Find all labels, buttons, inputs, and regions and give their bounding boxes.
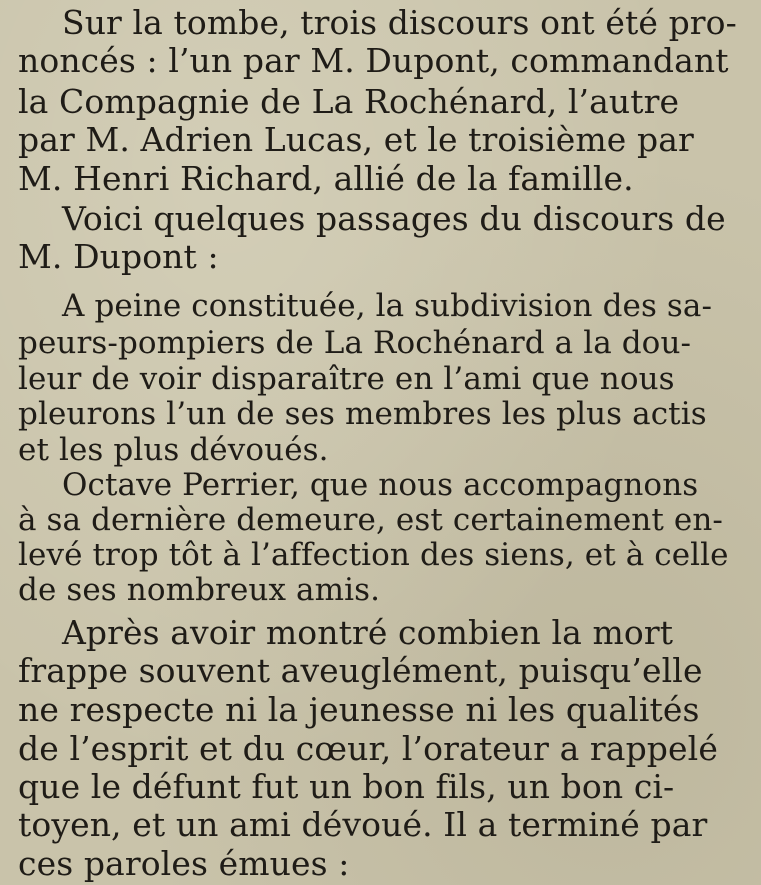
quote-line: pleurons l’un de ses membres les plus actis (18, 396, 707, 432)
article-line: Après avoir montré combien la mort (62, 613, 674, 652)
quote-line: et les plus dévoués. (18, 432, 329, 468)
article-line: ces paroles émues : (18, 844, 350, 883)
article-line: ne respecte ni la jeunesse ni les qualités (18, 690, 700, 729)
article-line: la Compagnie de La Rochénard, l’autre (18, 82, 680, 121)
article-line: de l’esprit et du cœur, l’orateur a rappelé (18, 729, 718, 768)
quote-line: peurs-pompiers de La Rochénard a la dou- (18, 325, 692, 361)
quote-line: levé trop tôt à l’affection des siens, et à celle (18, 537, 729, 573)
article-line: M. Dupont : (18, 237, 219, 276)
article-line: par M. Adrien Lucas, et le troisième par (18, 120, 694, 159)
article-line: toyen, et un ami dévoué. Il a terminé par (18, 805, 708, 844)
article-line: frappe souvent aveuglément, puisqu’elle (18, 651, 703, 690)
article-line: noncés : l’un par M. Dupont, commandant (18, 41, 729, 80)
quote-line: leur de voir disparaître en l’ami que nous (18, 361, 675, 397)
article-line: Sur la tombe, trois discours ont été pro- (62, 3, 737, 42)
quote-line: de ses nombreux amis. (18, 572, 381, 608)
quote-line: à sa dernière demeure, est certainement en- (18, 502, 723, 538)
quote-line: A peine constituée, la subdivision des sa- (62, 288, 713, 324)
quote-line: Octave Perrier, que nous accompagnons (62, 467, 699, 503)
article-line: que le défunt fut un bon fils, un bon ci- (18, 767, 675, 806)
article-line: M. Henri Richard, allié de la famille. (18, 159, 634, 198)
article-line: Voici quelques passages du discours de (62, 199, 726, 238)
